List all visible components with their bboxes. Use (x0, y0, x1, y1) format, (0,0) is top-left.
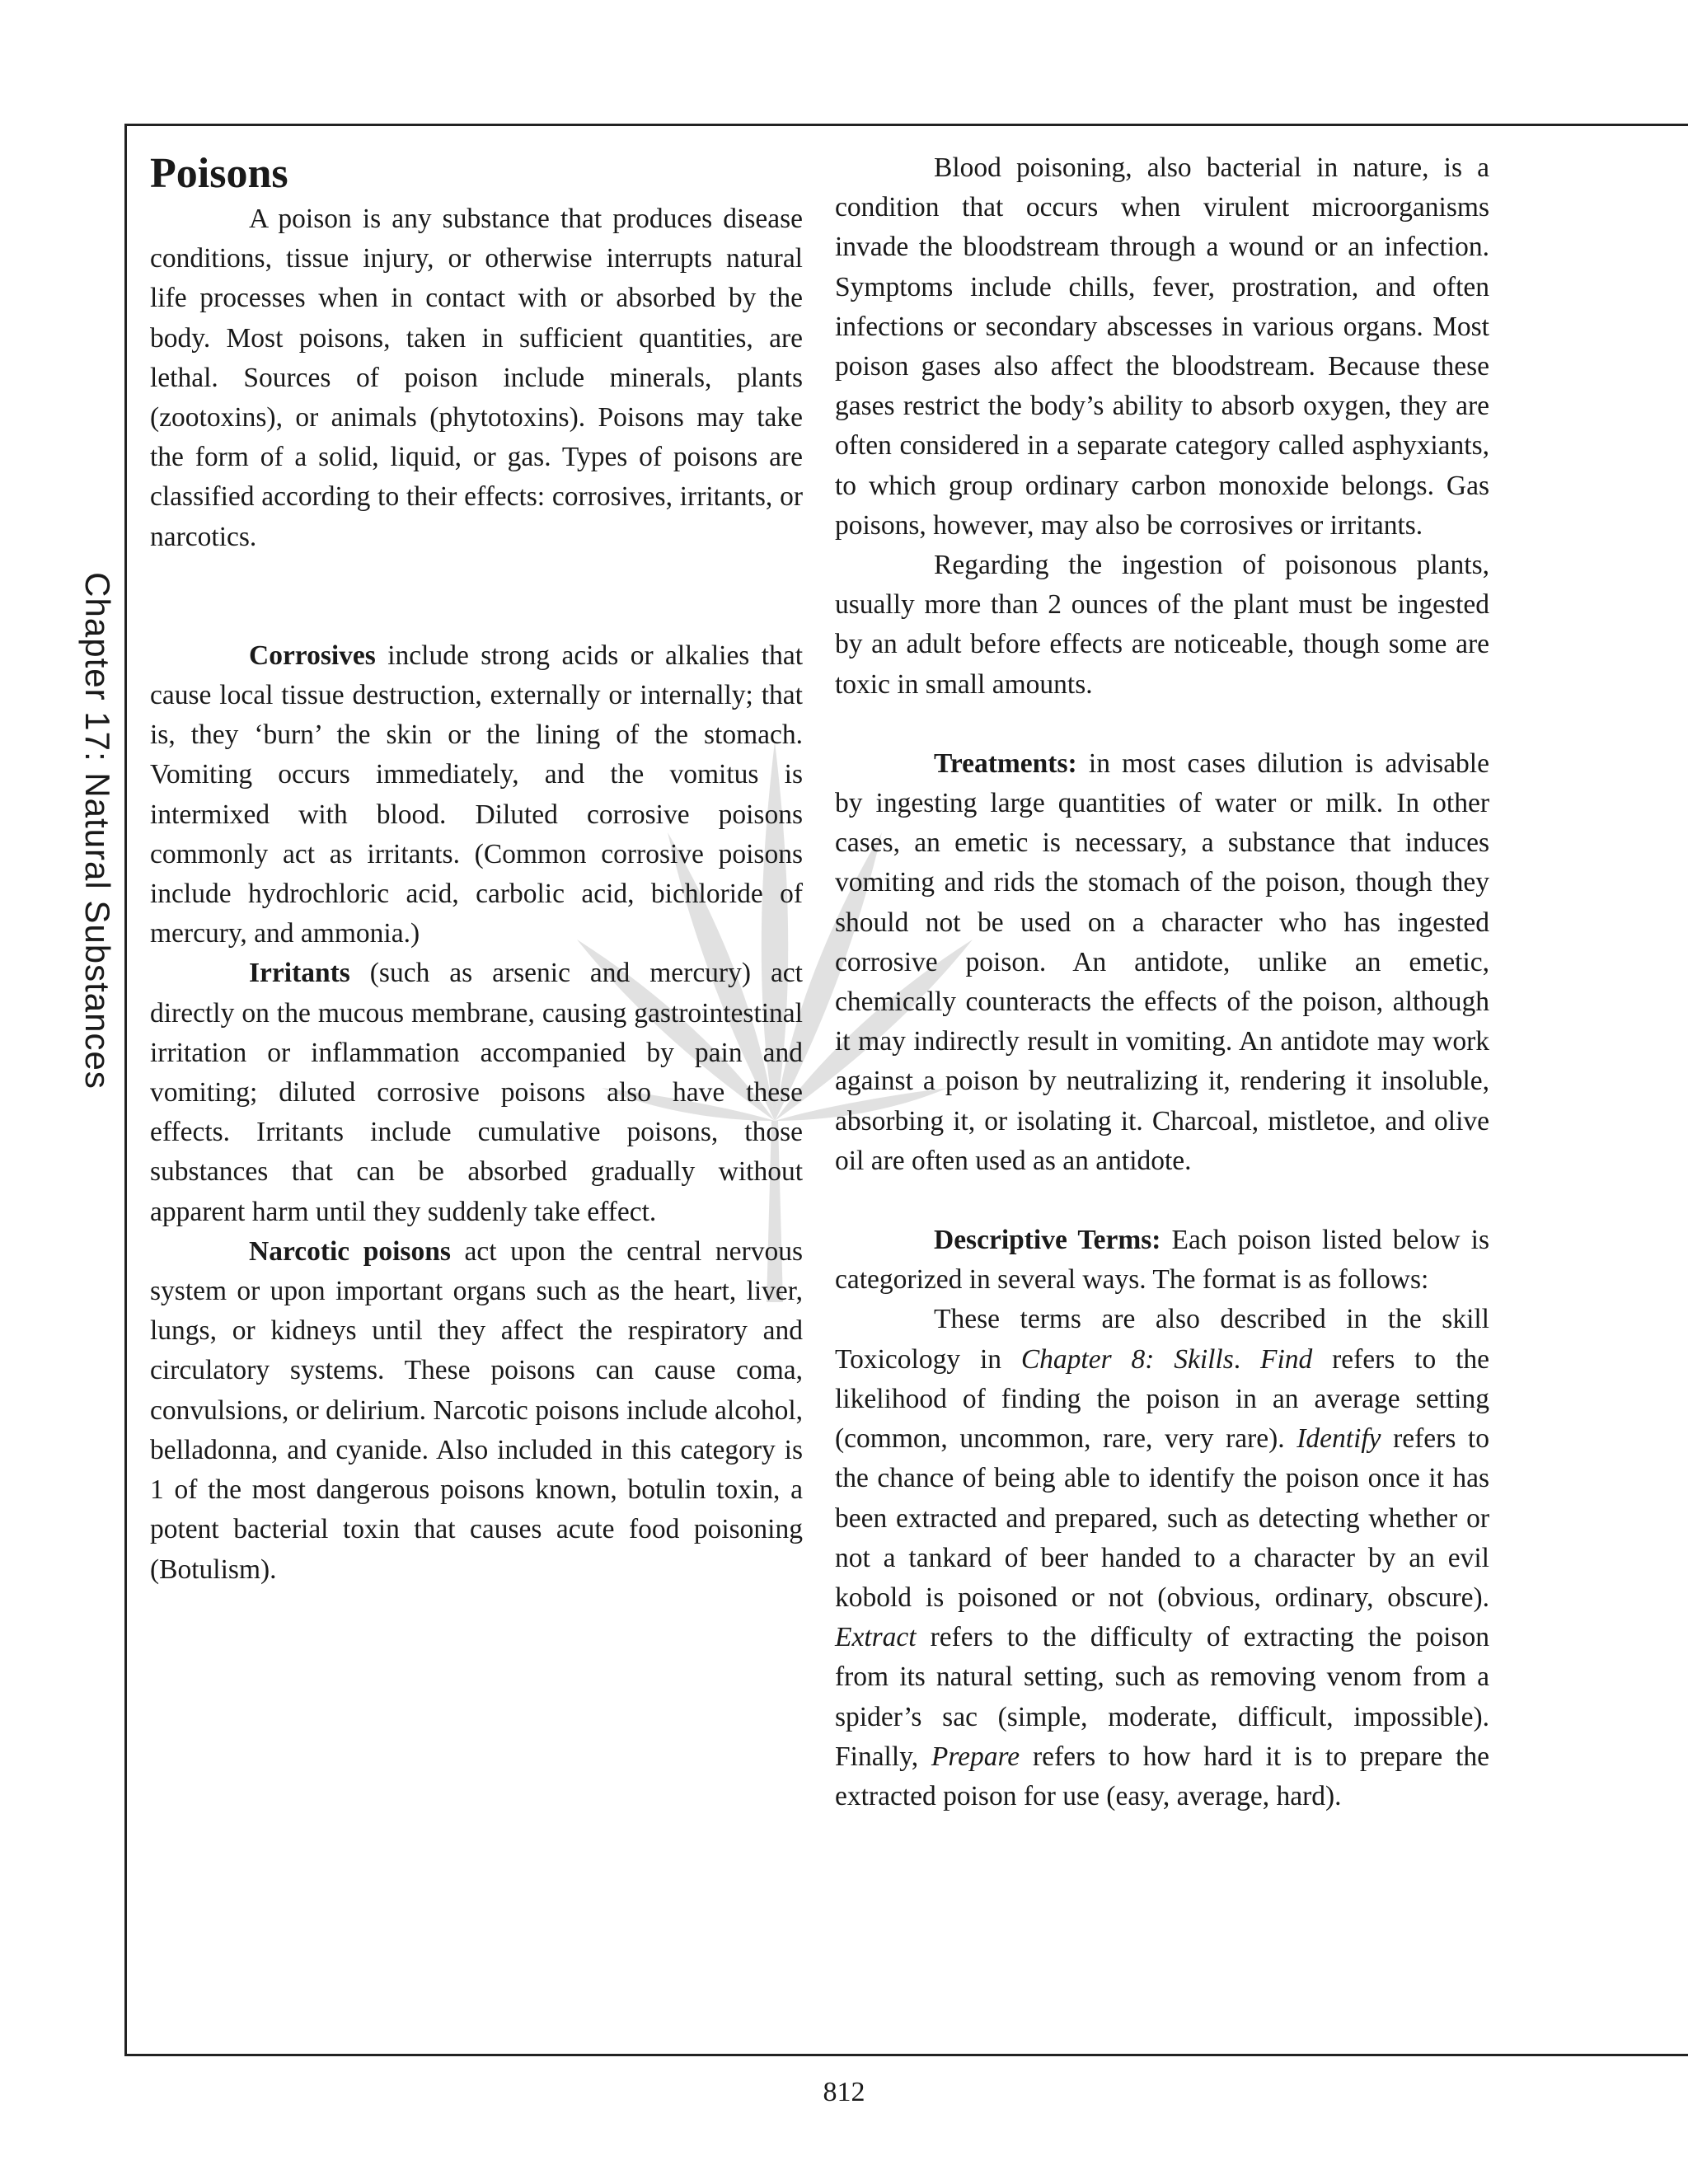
prepare-term: Prepare (931, 1741, 1020, 1772)
corrosives-text: include strong acids or alkalies that cause local tissue destruction, externally or internally; that is, they ‘burn’ the skin or the lining of the stomach. Vomiting occurs immediately, and the vomitus is intermixed with blood. Diluted corrosive poisons commonly act as irritants. (Common corrosive poisons include hydrochloric acid, carbolic acid, bichloride of mercury, and ammonia.) (150, 640, 803, 949)
poisonous-plants-paragraph: Regarding the ingestion of poisonous plants, usually more than 2 ounces of the plant must be ingested by an adult before effects are noticeable, though some are toxic in small amounts. (835, 550, 1489, 700)
descriptive-terms-term: Descriptive Terms: (934, 1225, 1161, 1256)
identify-term: Identify (1296, 1423, 1381, 1455)
left-column (150, 148, 803, 1590)
terms-text-a: These terms are also described in the skill Toxicology in (835, 1304, 1489, 1375)
poisons-intro-paragraph: A poison is any substance that produces disease conditions, tissue injury, or otherwise interrupts natural life processes when in contact with or absorbed by the body. Most poisons, taken in sufficient quantities, are lethal. Sources of poison include minerals, plants (zootoxins), or animals (phytotoxins). Poisons may take the form of a solid, liquid, or gas. Types of poisons are classified according to their effects: corrosives, irritants, or narcotics. (150, 204, 803, 552)
right-column (835, 148, 1489, 1816)
terms-text-f: refers to how hard it is to prepare the extracted poison for use (easy, average, hard). (835, 1741, 1489, 1811)
narcotic-text: act upon the central nervous system or upon important organs such as the heart, liver, lungs, or kidneys until they affect the respiratory and circulatory systems. These poisons can cause coma, convulsions, or delirium. Narcotic poisons include alcohol, belladonna, and cyanide. Also included in this category is 1 of the most dangerous poisons known, botulin toxin, a potent bacterial toxin that causes acute food poisoning (Botulism). (150, 1235, 803, 1585)
blood-poisoning-paragraph: Blood poisoning, also bacterial in nature, is a condition that occurs when virulent microorganisms invade the bloodstream through a wound or an infection. Symptoms include chills, fever, prostration, and often infections or secondary abscesses in various organs. Most poison gases also affect the bloodstream. Because these gases restrict the body’s ability to absorb oxygen, they are often considered in a separate category called asphyxiants, to which group ordinary carbon monoxide belongs. Gas poisons, however, may also be corrosives or irritants. (835, 152, 1489, 541)
corrosives-term: Corrosives (249, 640, 376, 671)
chapter-side-label-text: Chapter 17: Natural Substances (78, 572, 117, 1090)
irritants-term: Irritants (249, 958, 350, 989)
descriptive-terms-text: Each poison listed below is categorized in several ways. The format is as follows: (835, 1225, 1489, 1296)
narcotic-paragraph (150, 1232, 803, 1590)
find-term: Find (1260, 1343, 1313, 1375)
treatments-term: Treatments: (934, 748, 1077, 779)
irritants-paragraph (150, 954, 803, 1231)
chapter-reference: Chapter 8: Skills (1020, 1343, 1234, 1375)
terms-text-d: refers to the chance of being able to identify the poison once it has been extracted and prepared, such as detecting whether or not a tankard of beer handed to a character by an evil kobold is poisoned or not (obvious, ordinary, obscure). (835, 1423, 1489, 1613)
page-number: 812 (823, 2077, 865, 2107)
extract-term: Extract (835, 1622, 917, 1653)
terms-text-c: refers to the likelihood of finding the poison in an average setting (common, uncommon, rare, very rare). (835, 1343, 1489, 1455)
terms-description-paragraph (835, 1300, 1489, 1816)
treatments-paragraph (835, 744, 1489, 1181)
treatments-text: in most cases dilution is advisable by ingesting large quantities of water or milk. In other cases, an emetic is necessary, a substance that induces vomiting and rids the stomach of the poison, though they should not be used on a character who has ingested corrosive poison. An antidote, unlike an emetic, chemically counteracts the effects of the poison, although it may indirectly result in vomiting. An antidote may work against a poison by neutralizing it, rendering it insoluble, absorbing it, or isolating it. Charcoal, mistletoe, and olive oil are often used as an antidote. (835, 748, 1489, 1176)
descriptive-terms-paragraph (835, 1221, 1489, 1300)
narcotic-term: Narcotic poisons (249, 1235, 451, 1267)
terms-text-b: . (1233, 1343, 1260, 1375)
terms-text-e: refers to the difficulty of extracting the poison from its natural setting, such as removing venom from a spider’s sac (simple, moderate, difficult, impossible). Finally, (835, 1622, 1489, 1772)
irritants-text: (such as arsenic and mercury) act directly on the mucous membrane, causing gastrointestinal irritation or inflammation accompanied by pain and vomiting; diluted corrosive poisons also have these effects. Irritants include cumulative poisons, those substances that can be absorbed gradually without apparent harm until they suddenly take effect. (150, 958, 803, 1227)
section-title: Poisons (150, 150, 288, 197)
corrosives-paragraph (150, 636, 803, 954)
